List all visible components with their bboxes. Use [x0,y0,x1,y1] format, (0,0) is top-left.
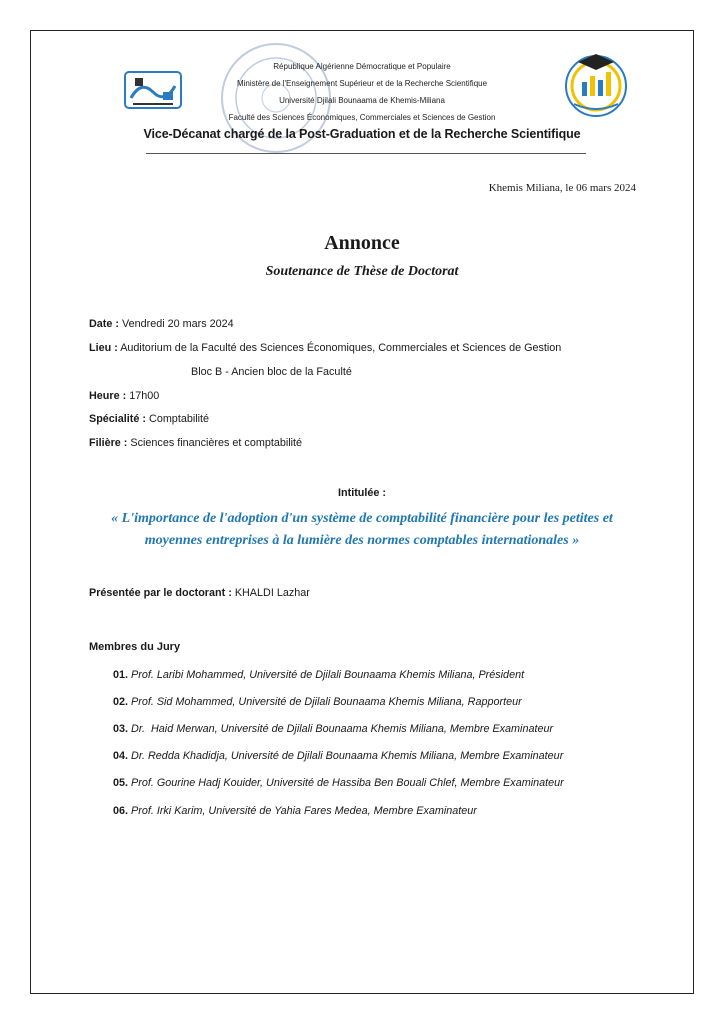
specialite-label: Spécialité : [89,413,147,425]
jury-member-text: Dr. Haid Merwan, Université de Djilali Bounaama Khemis Miliana, Membre Examinateur [131,723,554,735]
filiere-value: Sciences financières et comptabilité [130,437,303,449]
heure-label: Heure : [89,390,127,402]
thesis-title-line-1: « L'importance de l'adoption d'un système de comptabilité financière pour les petites et [111,511,613,526]
announcement-title: Annonce [324,232,400,254]
date-value: Vendredi 20 mars 2024 [122,318,234,330]
jury-member [113,750,563,762]
lieu-row [89,342,561,354]
thesis-title-line-2: moyennes entreprises à la lumière des normes comptables internationales » [144,533,580,548]
date-label: Date : [89,318,119,330]
header-line-ministry: Ministère de l'Enseignement Supérieur et de la Recherche Scientifique [236,79,488,88]
lieu-value-2: Bloc B - Ancien bloc de la Faculté [191,366,352,378]
filiere-label: Filière : [89,437,128,449]
announcement-subtitle: Soutenance de Thèse de Doctorat [265,264,459,279]
lieu-row-2 [191,366,352,378]
lieu-label: Lieu : [89,342,118,354]
jury-member [113,805,477,817]
jury-member-text: Prof. Gourine Hadj Kouider, Université de Hassiba Ben Bouali Chlef, Membre Examinateur [131,777,564,789]
jury-member-text: Prof. Irki Karim, Université de Yahia Fares Medea, Membre Examinateur [131,805,477,817]
jury-member-number: 04. [113,750,129,762]
jury-member-number: 05. [113,777,129,789]
institution-header [0,58,724,126]
jury-member-text: Prof. Laribi Mohammed, Université de Djilali Bounaama Khemis Miliana, Président [131,669,525,681]
jury-member [113,696,522,708]
vice-decanat-heading: Vice-Décanat chargé de la Post-Graduation et de la Recherche Scientifique [143,127,581,141]
specialite-row [89,413,209,425]
specialite-value: Comptabilité [149,413,210,425]
header-line-faculty: Faculté des Sciences Économiques, Commerciales et Sciences de Gestion [228,113,496,122]
jury-member-number: 02. [113,696,129,708]
thesis-title [70,508,654,552]
header-line-university: Université Djilali Bounaama de Khemis-Miliana [279,96,445,105]
intitulee-label: Intitulée : [338,487,386,499]
jury-member-text: Prof. Sid Mohammed, Université de Djilali Bounaama Khemis Miliana, Rapporteur [131,696,522,708]
jury-heading: Membres du Jury [89,641,181,653]
jury-member-text: Dr. Redda Khadidja, Université de Djilali Bounaama Khemis Miliana, Membre Examinateur [131,750,564,762]
header-divider [146,153,586,154]
presented-label: Présentée par le doctorant : [89,587,232,599]
presented-row [89,587,310,599]
jury-member-number: 06. [113,805,129,817]
heure-row [89,390,159,402]
jury-member [113,669,524,681]
jury-member-number: 03. [113,723,129,735]
place-date: Khemis Miliana, le 06 mars 2024 [488,182,636,194]
filiere-row [89,437,302,449]
jury-member [113,723,553,735]
jury-member [113,777,564,789]
header-line-republic: République Algérienne Démocratique et Populaire [273,62,451,71]
date-row [89,318,234,330]
heure-value: 17h00 [129,390,160,402]
jury-member-number: 01. [113,669,129,681]
lieu-value: Auditorium de la Faculté des Sciences Économiques, Commerciales et Sciences de Gestion [120,342,562,354]
presented-value: KHALDI Lazhar [234,587,310,599]
